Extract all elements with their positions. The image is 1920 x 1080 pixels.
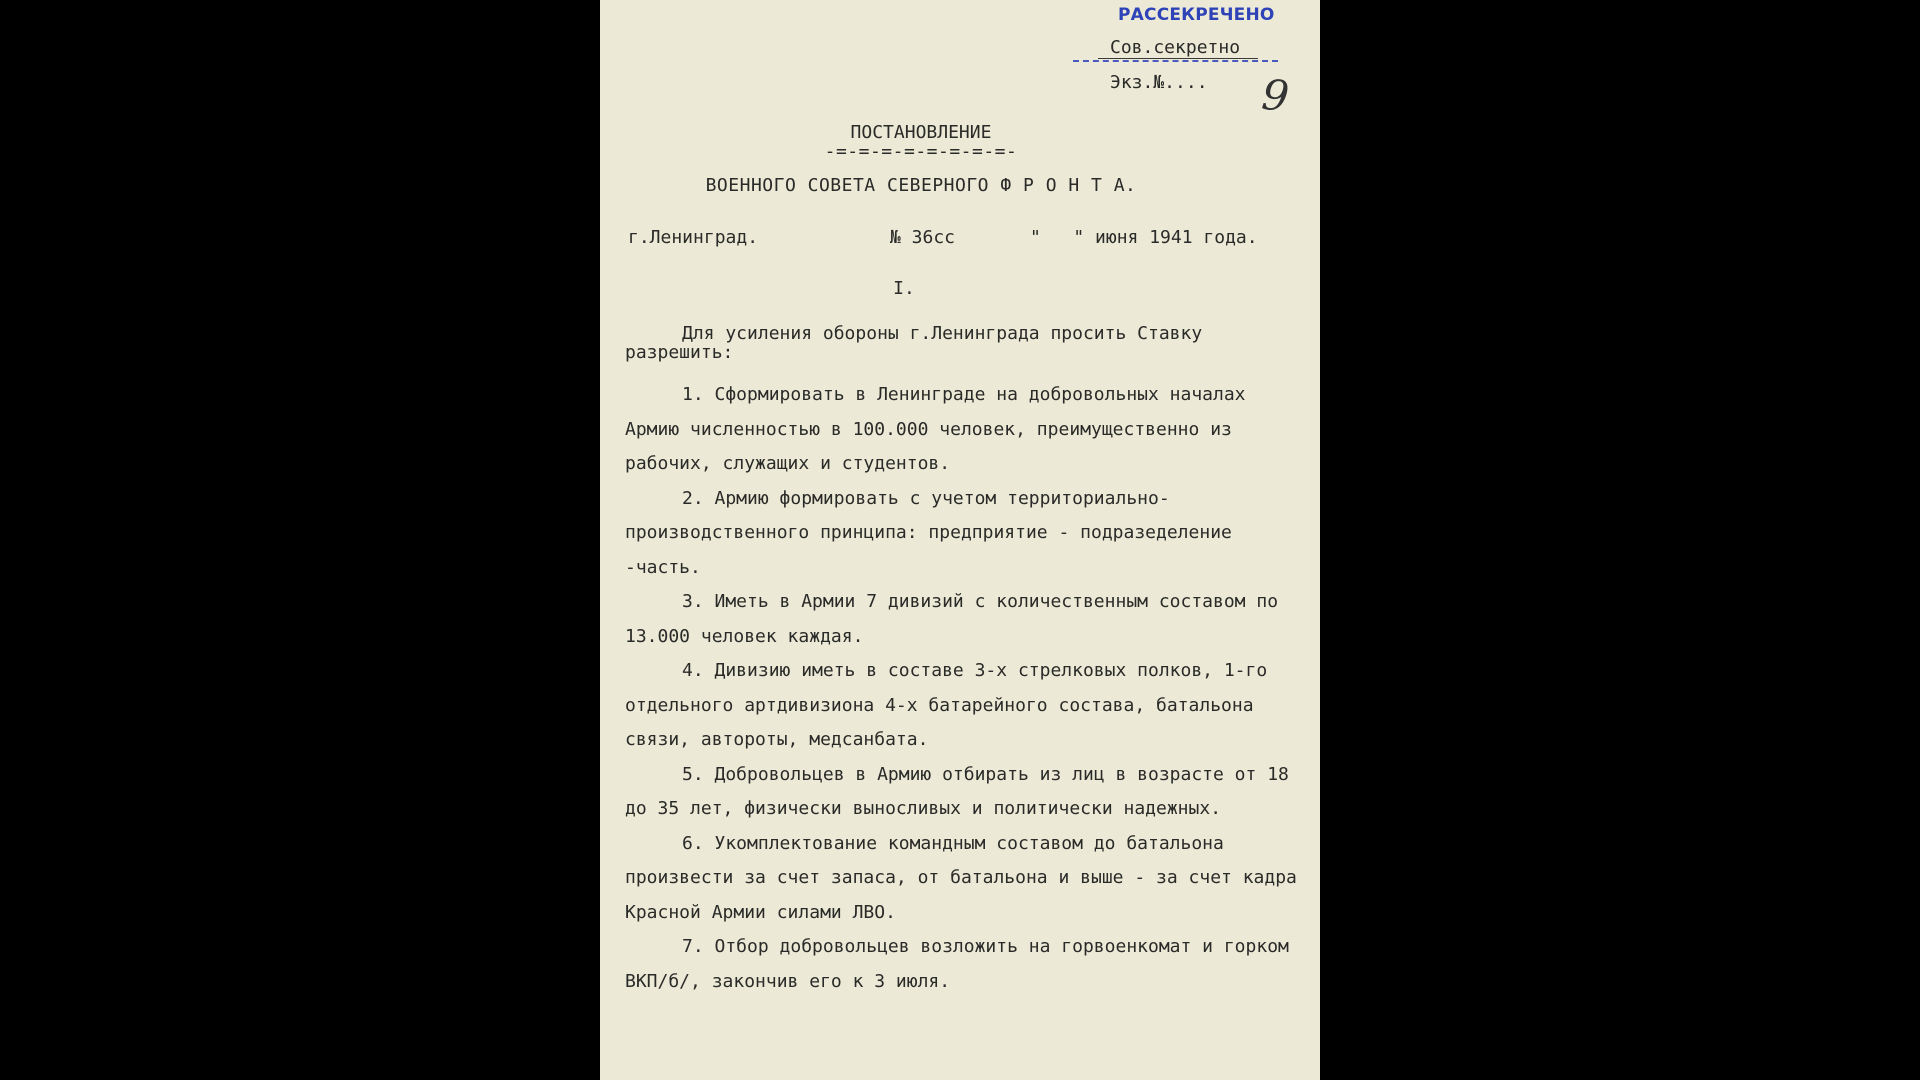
numbered-item: 7. Отбор добровольцев возложить на горвоенкомат и горком ВКП/б/, закончив его к 3 июля.	[625, 936, 1289, 992]
intro-paragraph: Для усиления обороны г.Ленинграда просить Ставку разрешить:	[625, 323, 1203, 363]
title-underline: -=-=-=-=-=-=-=-=-	[824, 141, 1018, 162]
numbered-item: 5. Добровольцев в Армию отбирать из лиц в возрасте от 18 до 35 лет, физически выносливых и политически надежных.	[625, 763, 1289, 819]
numbered-item: 6. Укомплектование командным составом до батальона произвести за счет запаса, от батальона и выше - за счет кадра Красной Армии силами ЛВО.	[625, 832, 1297, 923]
issuing-body: ВОЕННОГО СОВЕТА СЕВЕРНОГО Ф Р О Н Т А.	[705, 175, 1137, 196]
numbered-item: 3. Иметь в Армии 7 дивизий с количественным составом по 13.000 человек каждая.	[625, 591, 1279, 647]
document-title: ПОСТАНОВЛЕНИЕ	[850, 122, 992, 143]
numbered-item: 2. Армию формировать с учетом территориально-производственного принципа: предприятие - подразеделение -часть.	[625, 487, 1232, 578]
classification-underline	[1098, 58, 1258, 59]
place-of-issue: г.Ленинград.	[628, 227, 759, 248]
numbered-item: 1. Сформировать в Ленинграде на добровольных началах Армию численностью в 100.000 человек, преимущественно из рабочих, служащих и студентов.	[625, 384, 1246, 474]
handwritten-sheet-number: 9	[1259, 69, 1292, 122]
classification-label: Сов.секретно	[1110, 37, 1241, 58]
numbered-item: 4. Дивизию иметь в составе 3-х стрелковых полков, 1-го отдельного артдивизиона 4-х батарейного состава, батальона связи, автороты, медсанбата.	[625, 660, 1268, 750]
document-page	[600, 0, 1320, 1080]
document-body	[625, 324, 1297, 999]
section-number: I.	[893, 278, 915, 299]
declassified-stamp: РАССЕКРЕЧЕНО	[1118, 5, 1275, 25]
document-date: " " июня 1941 года.	[1030, 227, 1258, 248]
copy-number-label: Экз.№....	[1110, 72, 1208, 93]
document-number: № 36сс	[890, 227, 956, 248]
